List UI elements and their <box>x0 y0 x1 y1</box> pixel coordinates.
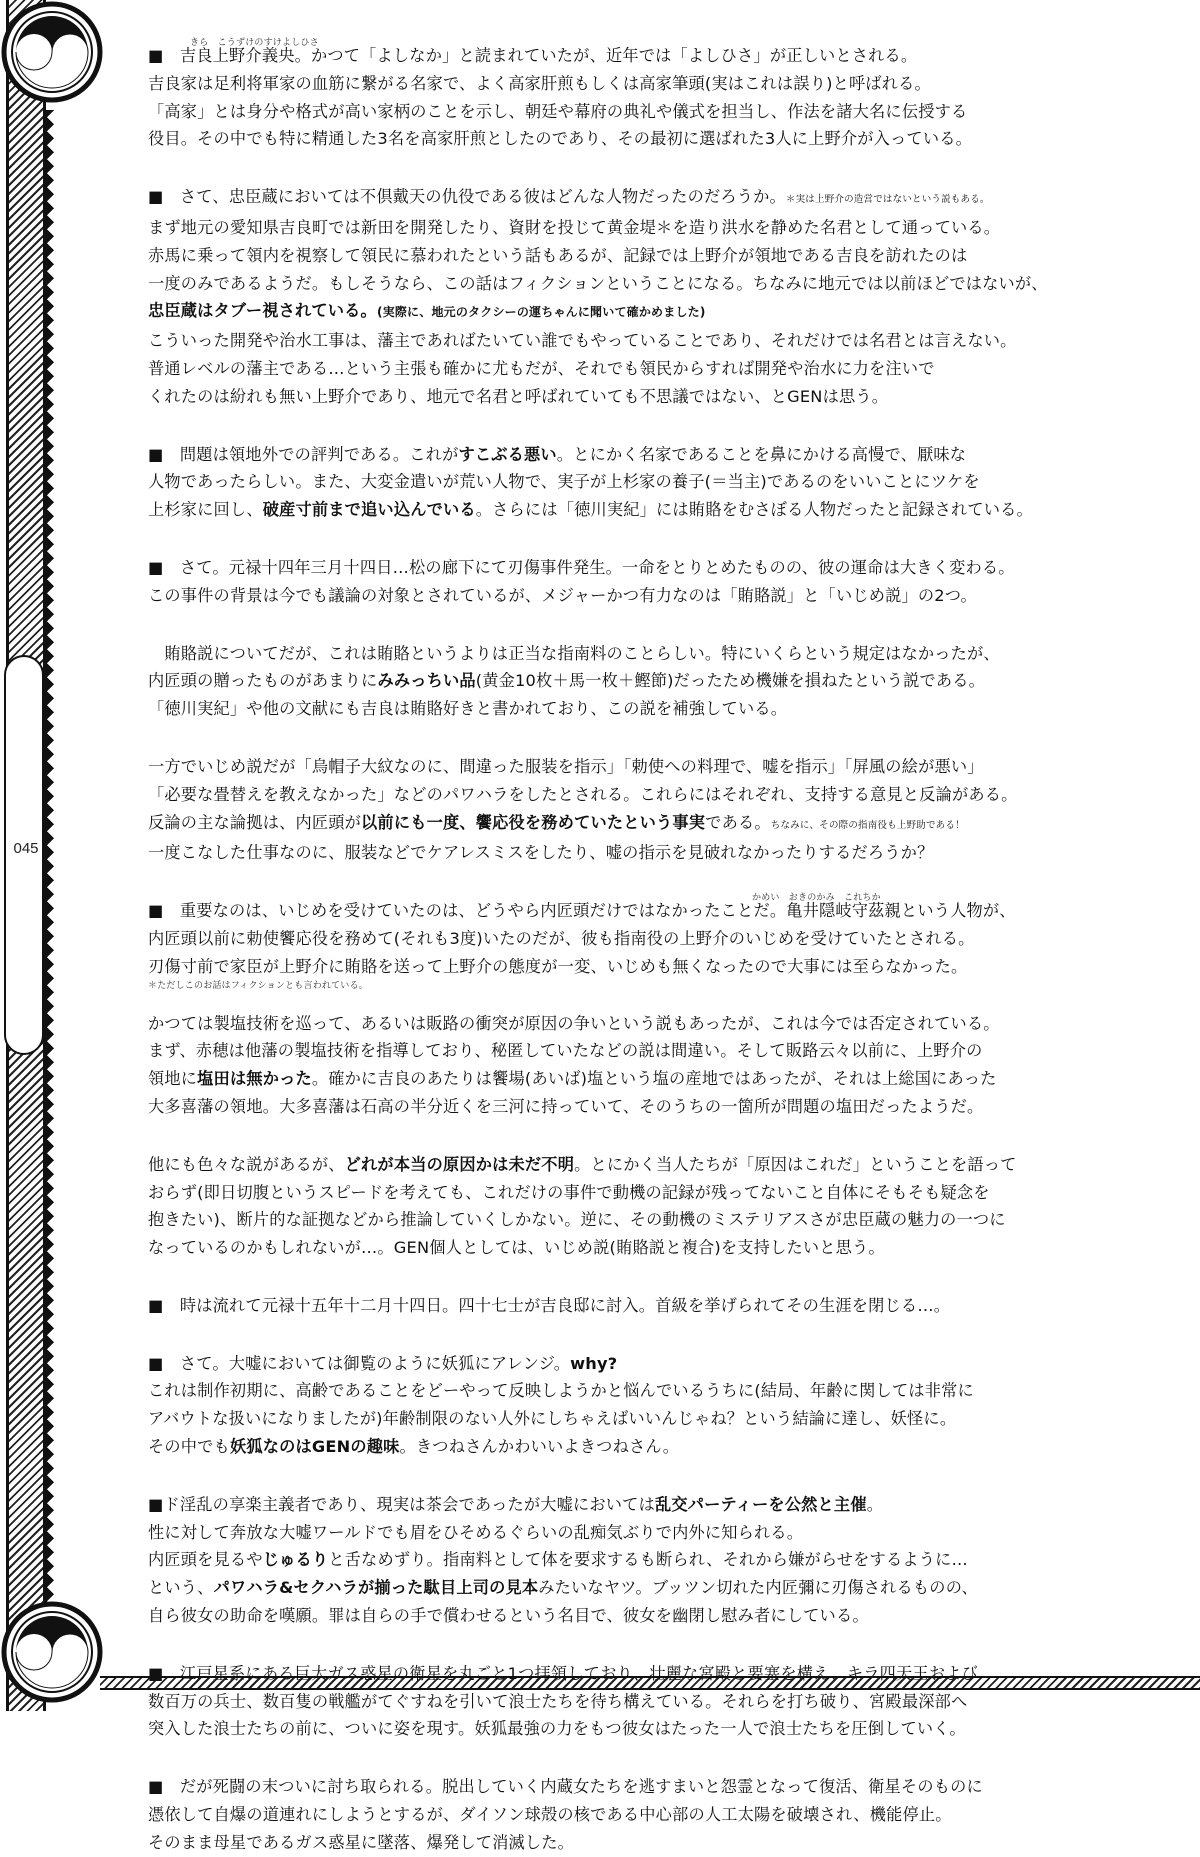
paragraph-unknown-cause <box>148 1151 1188 1262</box>
aside-note: (実際に、地元のタクシーの運ちゃんに聞いて確かめました) <box>376 305 706 320</box>
paragraph-bribery-theory <box>148 640 1188 723</box>
text-line: 自ら彼女の助命を嘆願。罪は自らの手で償わせるという名目で、彼女を幽閉し慰み者にしている。 <box>148 1606 869 1626</box>
text-line: その中でも妖狐なのはGENの趣味。きつねさんかわいいよきつねさん。 <box>148 1437 680 1457</box>
paragraph-character <box>148 1491 1188 1630</box>
bold-emphasis: 破産寸前まで追い込んでいる <box>262 500 476 520</box>
paragraph-edo-system <box>148 1660 1188 1743</box>
text-line: これは制作初期に、高齢であることをどーやって反映しようかと悩んでいるうちに(結局、年齢に関しては非常に <box>148 1381 974 1401</box>
footnote: ＊ただしこのお話はフィクションとも言われている。 <box>148 980 368 991</box>
text-line: 反論の主な論拠は、内匠頭が以前にも一度、饗応役を務めていたという事実である。ちなみに、その際の指南役も上野助である！ <box>148 812 965 832</box>
text-line: 普通レベルの藩主である…という主張も確かに尤もだが、それでも領民からすれば開発や治水に力を注いで <box>148 358 935 378</box>
paragraph-reputation-local <box>148 183 1188 410</box>
text-line: ■ だが死闘の末ついに討ち取られる。脱出していく内蔵女たちを逃すまいと怨霊となって復活、衛星そのものに <box>148 1777 983 1797</box>
bold-emphasis: すこぶる悪い <box>458 444 557 464</box>
paragraph-kamei <box>148 893 1188 991</box>
text-line: 赤馬に乗って領内を視察して領民に慕われたという話もあるが、記録では上野介が領地である吉良を訪れたのは <box>148 245 968 265</box>
text-line: ■ド淫乱の享楽主義者であり、現実は茶会であったが大嘘においては乱交パーティーを公然と主催。 <box>148 1494 884 1514</box>
text-line: 一度こなした仕事なのに、服装などでケアレスミスをしたり、嘘の指示を見破れなかったりするだろうか？ <box>148 843 934 863</box>
text-line: ■ 吉良上野介義央。かつて「よしなか」と読まれていたが、近年では「よしひさ」が正しいとされる。 <box>148 46 918 65</box>
text-line: 刃傷寸前で家臣が上野介に賄賂を送って上野介の態度が一変、いじめも無くなったので大事には至らなかった。 <box>148 956 968 976</box>
text-line: 上杉家に回し、破産寸前まで追い込んでいる。さらには「徳川実紀」には賄賂をむさぼる人物だったと記録されている。 <box>148 500 1033 520</box>
text-line: 「高家」とは身分や格式が高い家柄のことを示し、朝廷や幕府の典礼や儀式を担当し、作法を諸大名に伝授する <box>148 101 968 121</box>
text-line: という、パワハラ&セクハラが揃った駄目上司の見本みたいなヤツ。ブッツン切れた内匠彌に刃傷されるものの、 <box>148 1578 978 1598</box>
text-line: 人物であったらしい。また、大変金遣いが荒い人物で、実子が上杉家の養子(＝当主)であるのをいいことにツケを <box>148 472 980 492</box>
text-line: ■ 問題は領地外での評判である。これがすこぶる悪い。とにかく名家であることを鼻にかける高慢で、厭味な <box>148 444 967 464</box>
paragraph-reputation-outside <box>148 441 1188 524</box>
text-line: アバウトな扱いになりましたが)年齢制限のない人外にしちゃえばいいんじゃね？という結論に達し、妖怪に。 <box>148 1409 957 1429</box>
text-line: ■ 江戸星系にある巨大ガス惑星の衛星を丸ごと1つ拝領しており、壮麗な宮殿と要塞を構え、キラ四天王および <box>148 1663 978 1683</box>
paragraph-ooso-fox <box>148 1350 1188 1461</box>
paragraph-raid <box>148 1292 1188 1320</box>
text-line: ■ さて。元禄十四年三月十四日…松の廊下にて刃傷事件発生。一命をとりとめたものの、彼の運命は大きく変わる。 <box>148 557 1015 577</box>
footnote-inline: ＊実は上野介の造営ではないという説もある。 <box>785 194 990 206</box>
text-line: 吉良家は足利将軍家の血筋に繋がる名家で、よく高家肝煎もしくは高家筆頭(実はこれは誤り)と呼ばれる。 <box>148 73 931 93</box>
paragraph-final-battle <box>148 1773 1188 1856</box>
text-line: ■ 時は流れて元禄十五年十二月十四日。四十七士が吉良邸に討入。首級を挙げられてその生涯を閉じる…。 <box>148 1295 951 1315</box>
text-line: 賄賂説についてだが、これは賄賂というよりは正当な指南料のことらしい。特にいくらという規定はなかったが、 <box>148 643 1000 663</box>
text-line: ■ さて、忠臣蔵においては不倶戴天の仇役である彼はどんな人物だったのだろうか。＊実は上野介の造営ではないという説もある。 <box>148 187 990 207</box>
text-line: 他にも色々な説があるが、どれが本当の原因かは未だ不明。とにかく当人たちが「原因はこれだ」ということを語って <box>148 1154 1017 1174</box>
text-line: おらず(即日切腹というスピードを考えても、これだけの事件で動機の記録が残ってないこと自体にそもそも疑念を <box>148 1182 990 1202</box>
text-line: ■ 重要なのは、いじめを受けていたのは、どうやら内匠頭だけではなかったことだ。亀井隠岐守茲親という人物が、 <box>148 901 1016 921</box>
text-line: 大多喜藩の領地。大多喜藩は石高の半分近くを三河に持っていて、そのうちの一箇所が問題の塩田だったようだ。 <box>148 1096 984 1116</box>
text-line: そのまま母星であるガス惑星に墜落、爆発して消滅した。 <box>148 1832 575 1852</box>
paragraph-incident <box>148 554 1188 610</box>
text-line: 内匠頭の贈ったものがあまりにみみっちい品(黄金10枚＋馬一枚＋鰹節)だったため機嫌を損ねたという説である。 <box>148 671 986 691</box>
paragraph-bullying-theory <box>148 753 1188 867</box>
footnote-inline: ちなみに、その際の指南役も上野助である！ <box>770 819 965 831</box>
ruby-annotation: かめい おきのかみ これちか <box>752 893 881 904</box>
bold-emphasis: 乱交パーティーを公然と主催 <box>654 1494 867 1514</box>
text-line: 内匠頭を見るやじゅるりと舌なめずり。指南料として体を要求するも断られ、それから嫌がらせをするように… <box>148 1550 968 1570</box>
text-line <box>148 297 1188 327</box>
text-line: 役目。その中でも特に精通した3名を高家肝煎としたのであり、その最初に選ばれた3人に上野介が入っている。 <box>148 129 972 149</box>
bold-emphasis: パワハラ&セクハラが揃った駄目上司の見本 <box>213 1578 539 1598</box>
text-line: なっているのかもしれないが…。GEN個人としては、いじめ説(賄賂説と複合)を支持したいと思う。 <box>148 1238 885 1258</box>
tomoe-emblem-icon <box>0 1600 104 1704</box>
text-line: 一方でいじめ説だが「烏帽子大紋なのに、間違った服装を指示」「勅使への料理で、嘘を指示」「屏風の絵が悪い」 <box>148 756 984 776</box>
text-line: 性に対して奔放な大嘘ワールドでも眉をひそめるぐらいの乱痴気ぶりで内外に知られる。 <box>148 1522 804 1542</box>
text-line: 内匠頭以前に勅使饗応役を務めて(それも3度)いたのだが、彼も指南役の上野介のいじめを受けていたとされる。 <box>148 928 975 948</box>
text-line: 憑依して自爆の道連れにしようとするが、ダイソン球殻の核である中心部の人工太陽を破壊され、機能停止。 <box>148 1805 952 1825</box>
bold-emphasis: 忠臣蔵はタブー視されている。 <box>148 301 377 321</box>
bold-emphasis: みみっちい品 <box>377 671 476 691</box>
text-line: 一度のみであるようだ。もしそうなら、この話はフィクションということになる。ちなみに地元では以前ほどではないが、 <box>148 273 1048 293</box>
zigzag-border <box>46 110 64 1610</box>
page-number: 045 <box>13 840 39 857</box>
text-line: くれたのは紛れも無い上野介であり、地元で名君と呼ばれていても不思議ではない、とGENは思う。 <box>148 386 889 406</box>
text-line: 抱きたい)、断片的な証拠などから推論していくしかない。逆に、その動機のミステリアスさが忠臣蔵の魅力の一つに <box>148 1210 1006 1230</box>
bold-emphasis: じゅるり <box>262 1550 329 1570</box>
text-line: かつては製塩技術を巡って、あるいは販路の衝突が原因の争いという説もあったが、これは今では否定されている。 <box>148 1013 1000 1033</box>
article-body <box>148 38 1188 1857</box>
text-line: 「徳川実紀」や他の文献にも吉良は賄賂好きと書かれており、この説を補強している。 <box>148 699 788 719</box>
bold-emphasis: 以前にも一度、饗応役を務めていたという事実 <box>361 812 706 832</box>
text-line: 突入した浪士たちの前に、ついに姿を現す。妖狐最強の力をもつ彼女はたった一人で浪士たちを圧倒していく。 <box>148 1719 966 1739</box>
text-line: 数百万の兵士、数百隻の戦艦がてぐすねを引いて浪士たちを待ち構えている。それらを打ち破り、宮殿最深部へ <box>148 1691 968 1711</box>
text-line: 領地に塩田は無かった。確かに吉良のあたりは饗場(あいば)塩という塩の産地ではあったが、それは上総国にあった <box>148 1069 997 1089</box>
bold-emphasis: どれが本当の原因かは未だ不明 <box>344 1154 575 1174</box>
text-line: こういった開発や治水工事は、藩主であればたいてい誰でもやっていることであり、それだけでは名君とは言えない。 <box>148 331 1017 351</box>
bold-emphasis: 妖狐なのはGENの趣味 <box>229 1437 400 1457</box>
paragraph-salt-theory <box>148 1010 1188 1121</box>
paragraph-kira-intro <box>148 38 1188 153</box>
text-line: まず、赤穂は他藩の製塩技術を指導しており、秘匿していたなどの説は間違い。そして販路云々以前に、上野介の <box>148 1041 983 1061</box>
text-line: ■ さて。大嘘においては御覧のように妖狐にアレンジ。why? <box>148 1353 618 1373</box>
tomoe-emblem-icon <box>0 0 104 104</box>
text-line: 「必要な畳替えを教えなかった」などのパワハラをしたとされる。これらにはそれぞれ、支持する意見と反論がある。 <box>148 784 1018 804</box>
text-line: まず地元の愛知県吉良町では新田を開発したり、資財を投じて黄金堤＊を造り洪水を静めた名君として通っている。 <box>148 217 1001 237</box>
bold-emphasis: 塩田は無かった <box>197 1069 312 1089</box>
ruby-annotation: きら こうずけのすけよしひさ <box>190 38 319 48</box>
bold-emphasis: why? <box>570 1353 618 1373</box>
text-line: この事件の背景は今でも議論の対象とされているが、メジャーかつ有力なのは「賄賂説」と「いじめ説」の2つ。 <box>148 585 977 605</box>
